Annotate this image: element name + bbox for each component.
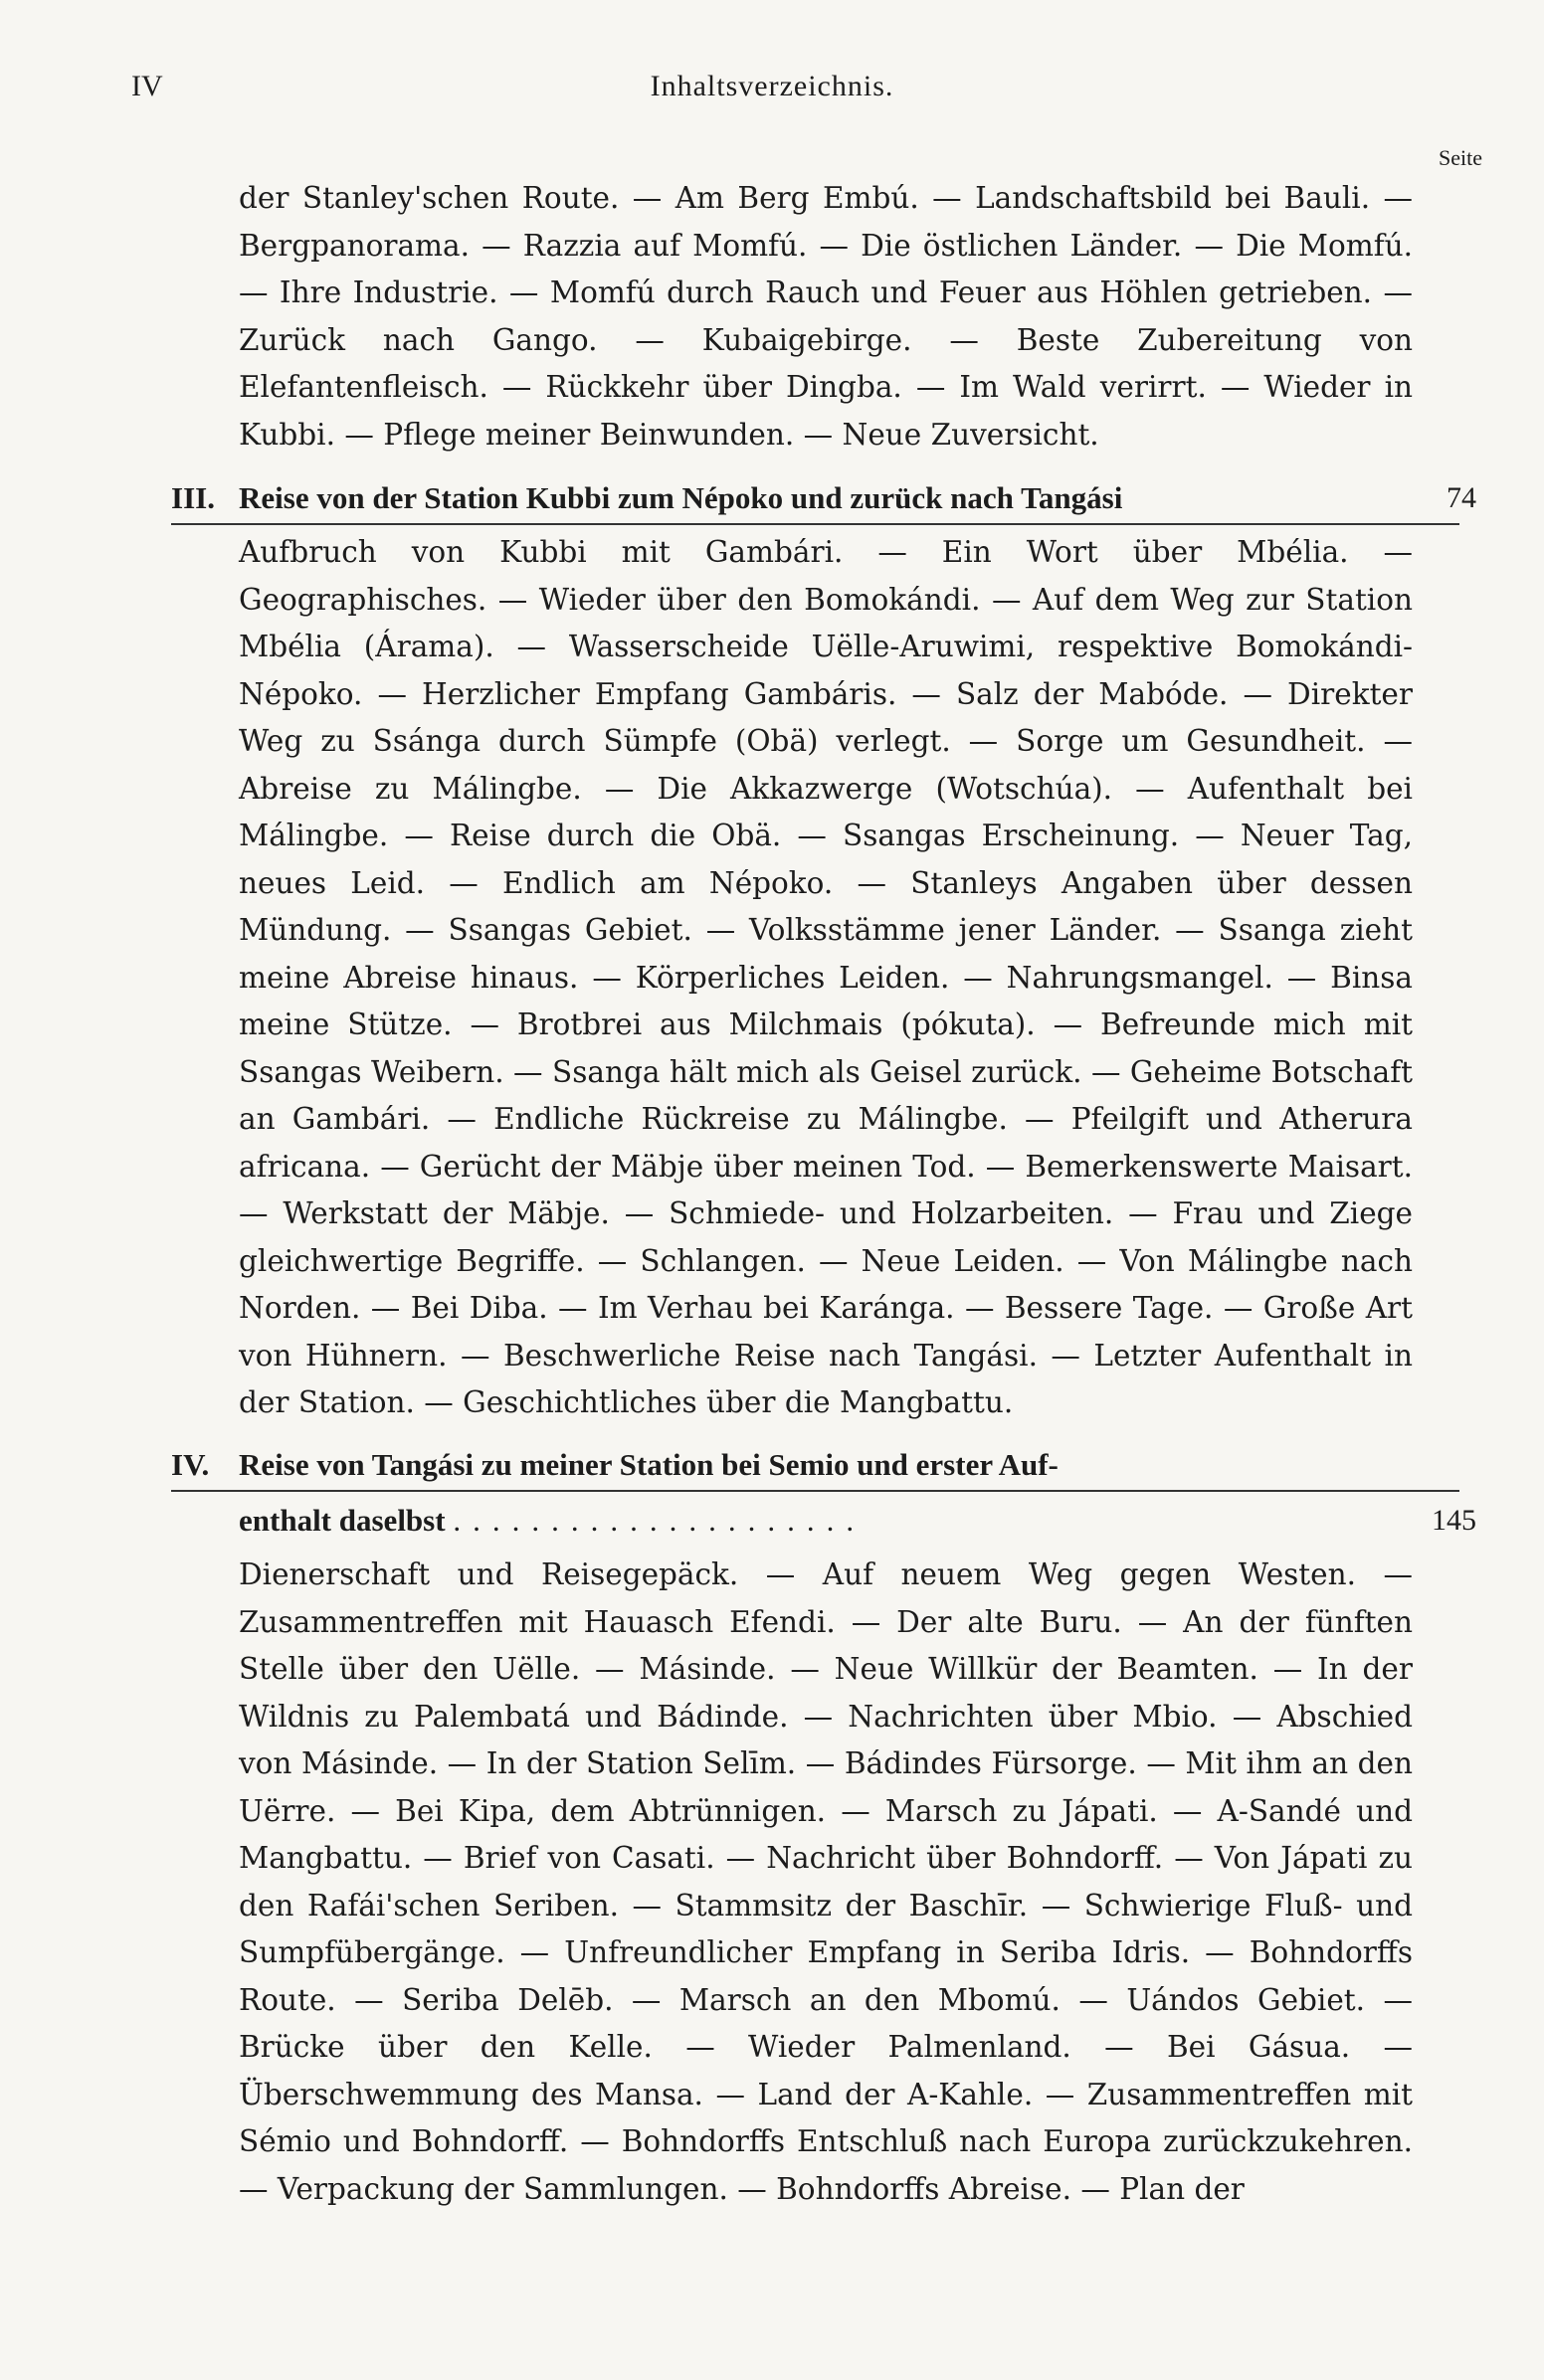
section-title: Reise von der Station Kubbi zum Népoko und zurück nach Tangási — [239, 480, 1123, 515]
section-heading-4-cont — [239, 1498, 1433, 1544]
section-rule — [171, 523, 1459, 525]
section-rule — [171, 1490, 1459, 1492]
section-heading-4 — [171, 1442, 1459, 1488]
section-title-line2: enthalt daselbst — [239, 1503, 446, 1538]
section-summary-text: Dienerschaft und Reisegepäck. — Auf neuem Weg gegen Westen. — Zusammentreffen mit Hauasch Efendi. — Der alte Buru. — An der fünften Stelle über den Uëlle. — Másinde. — Neue Willkür der Beamten. — In der Wildnis zu Palembatá und Bádinde. — Nachrichten über Mbio. — Abschied von Másinde. — In der Station Selīm. — Bádindes Fürsorge. — Mit ihm an den Uërre. — Bei Kipa, dem Abtrünnigen. — Marsch zu Jápati. — A-Sandé und Mangbattu. — Brief von Casati. — Nachricht über Bohndorff. — Von Jápati zu den Rafái'schen Seriben. — Stammsitz der Baschīr. — Schwierige Fluß- und Sumpfübergänge. — Unfreundlicher Empfang in Seriba Idris. — Bohndorffs Route. — Seriba Delēb. — Marsch an den Mbomú. — Uándos Gebiet. — Brücke über den Kelle. — Wieder Palmenland. — Bei Gásua. — Überschwemmung des Mansa. — Land der A-Kahle. — Zusammentreffen mit Sémio und Bohndorff. — Bohndorffs Entschluß nach Europa zurückzukehren. — Verpackung der Sammlungen. — Bohndorffs Abreise. — Plan der — [239, 1557, 1413, 2206]
section-summary-3 — [239, 529, 1413, 1427]
section-page-number: 145 — [1432, 1504, 1476, 1537]
intro-paragraph — [239, 175, 1413, 458]
intro-text: der Stanley'schen Route. — Am Berg Embú. — Landschaftsbild bei Bauli. — Bergpanorama. — Razzia auf Momfú. — Die östlichen Länder. — Die Momfú. — Ihre Industrie. — Momfú durch Rauch und Feuer aus Höhlen getrieben. — Zurück nach Gango. — Kubaigebirge. — Beste Zubereitung von Elefantenfleisch. — Rückkehr über Dingba. — Im Wald verirrt. — Wieder in Kubbi. — Pflege meiner Beinwunden. — Neue Zuversicht. — [239, 181, 1413, 452]
section-summary-text: Aufbruch von Kubbi mit Gambári. — Ein Wort über Mbélia. — Geographisches. — Wieder über den Bomokándi. — Auf dem Weg zur Station Mbélia (Árama). — Wasserscheide Uëlle-Aruwimi, respektive Bomokándi-Népoko. — Herzlicher Empfang Gambáris. — Salz der Mabóde. — Direkter Weg zu Ssánga durch Sümpfe (Obä) verlegt. — Sorge um Gesundheit. — Abreise zu Málingbe. — Die Akkazwerge (Wotschúa). — Aufenthalt bei Málingbe. — Reise durch die Obä. — Ssangas Erscheinung. — Neuer Tag, neues Leid. — Endlich am Népoko. — Stanleys Angaben über dessen Mündung. — Ssangas Gebiet. — Volksstämme jener Länder. — Ssanga zieht meine Abreise hinaus. — Körperliches Leiden. — Nahrungsmangel. — Binsa meine Stütze. — Brotbrei aus Milchmais (pókuta). — Befreunde mich mit Ssangas Weibern. — Ssanga hält mich als Geisel zurück. — Geheime Botschaft an Gambári. — Endliche Rückreise zu Málingbe. — Pfeilgift und Atherura africana. — Gerücht der Mäbje über meinen Tod. — Bemerkenswerte Maisart. — Werkstatt der Mäbje. — Schmiede- und Holzarbeiten. — Frau und Ziege gleichwertige Begriffe. — Schlangen. — Neue Leiden. — Von Málingbe nach Norden. — Bei Diba. — Im Verhau bei Karánga. — Bessere Tage. — Große Art von Hühnern. — Beschwerliche Reise nach Tangási. — Letzter Aufenthalt in der Station. — Geschichtliches über die Mangbattu. — [239, 535, 1413, 1419]
section-number: IV. — [171, 1447, 210, 1482]
page-number-roman: IV — [131, 70, 163, 102]
section-page-number: 74 — [1447, 481, 1476, 514]
section-heading-3 — [171, 475, 1459, 521]
section-title-line1: Reise von Tangási zu meiner Station bei Semio und erster Auf- — [239, 1447, 1059, 1482]
section-summary-4 — [239, 1552, 1413, 2213]
seite-label: Seite — [1439, 145, 1482, 170]
dot-leader: ..................... — [453, 1503, 867, 1538]
section-number: III. — [171, 480, 215, 515]
page-title: Inhaltsverzeichnis. — [650, 70, 894, 102]
